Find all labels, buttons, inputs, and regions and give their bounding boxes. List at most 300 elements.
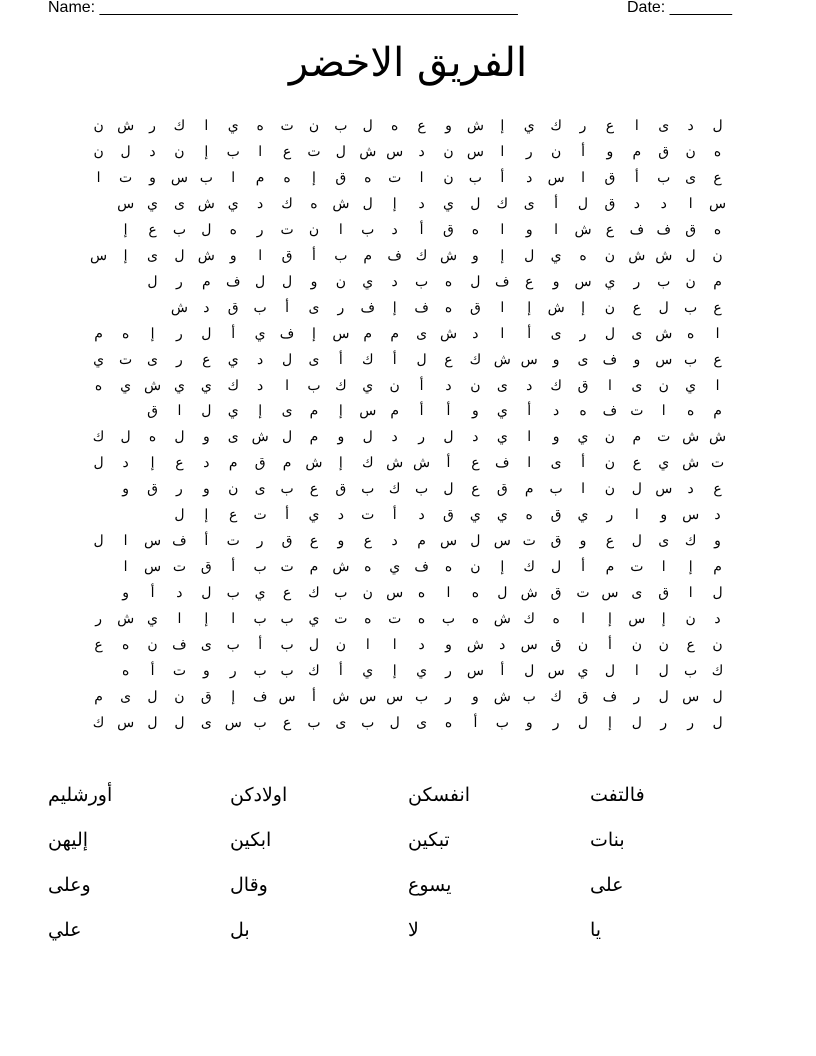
grid-letter[interactable]: ش — [439, 325, 458, 342]
grid-letter[interactable]: ا — [123, 559, 128, 576]
grid-letter[interactable]: ل — [308, 637, 320, 654]
grid-letter[interactable]: ى — [308, 351, 320, 368]
grid-letter[interactable]: ى — [173, 195, 185, 212]
grid-letter[interactable]: ت — [172, 559, 187, 576]
grid-letter[interactable]: ل — [362, 118, 373, 134]
grid-letter[interactable]: ش — [170, 299, 188, 316]
grid-letter[interactable]: ع — [686, 637, 695, 654]
grid-letter[interactable]: م — [713, 273, 722, 290]
grid-letter[interactable]: ش — [143, 377, 162, 394]
grid-letter[interactable]: إ — [392, 299, 397, 316]
grid-letter[interactable]: و — [337, 533, 345, 550]
grid-letter[interactable]: ل — [335, 143, 346, 160]
grid-letter[interactable]: س — [90, 247, 108, 264]
grid-letter[interactable]: ل — [551, 559, 562, 576]
grid-letter[interactable]: ب — [549, 481, 563, 498]
grid-letter[interactable]: و — [445, 118, 452, 134]
grid-letter[interactable]: س — [386, 585, 404, 602]
grid-letter[interactable]: ا — [500, 325, 505, 342]
grid-letter[interactable]: ب — [334, 118, 348, 134]
grid-letter[interactable]: س — [170, 169, 188, 186]
grid-letter[interactable]: ع — [175, 455, 184, 472]
grid-letter[interactable]: ب — [334, 247, 348, 264]
grid-letter[interactable]: إ — [527, 299, 532, 316]
grid-letter[interactable]: ل — [604, 663, 615, 680]
grid-letter[interactable]: ع — [713, 351, 722, 368]
grid-letter[interactable]: ه — [417, 611, 426, 628]
grid-letter[interactable]: ب — [280, 611, 294, 628]
grid-letter[interactable]: أ — [285, 299, 289, 316]
grid-letter[interactable]: ع — [471, 455, 480, 472]
grid-letter[interactable]: ع — [309, 481, 319, 498]
grid-letter[interactable]: ف — [495, 273, 510, 290]
grid-letter[interactable]: ع — [713, 169, 722, 186]
grid-letter[interactable]: س — [709, 195, 727, 212]
grid-letter[interactable]: و — [202, 663, 210, 680]
grid-letter[interactable]: ا — [554, 221, 559, 238]
grid-letter[interactable]: أ — [285, 507, 289, 524]
grid-letter[interactable]: ق — [658, 143, 670, 160]
grid-letter[interactable]: ل — [712, 714, 723, 731]
grid-letter[interactable]: ع — [605, 533, 615, 550]
grid-letter[interactable]: ل — [416, 351, 427, 368]
grid-letter[interactable]: ا — [527, 429, 532, 446]
grid-letter[interactable]: و — [310, 273, 318, 290]
grid-letter[interactable]: ا — [581, 481, 585, 498]
grid-letter[interactable]: ى — [200, 714, 212, 731]
grid-letter[interactable]: و — [579, 533, 587, 550]
grid-letter[interactable]: أ — [419, 221, 424, 238]
grid-letter[interactable]: ت — [361, 507, 375, 524]
grid-letter[interactable]: أ — [500, 663, 505, 680]
grid-letter[interactable]: ش — [655, 247, 673, 264]
grid-letter[interactable]: ه — [310, 195, 318, 212]
grid-letter[interactable]: ف — [495, 455, 510, 472]
grid-letter[interactable]: ا — [338, 221, 343, 238]
grid-letter[interactable]: ى — [577, 351, 589, 368]
grid-letter[interactable]: د — [391, 273, 398, 290]
grid-letter[interactable]: ت — [307, 143, 321, 160]
grid-letter[interactable]: و — [525, 221, 533, 238]
grid-letter[interactable]: د — [445, 377, 452, 394]
grid-letter[interactable]: س — [143, 533, 162, 550]
grid-letter[interactable]: ا — [177, 403, 182, 420]
grid-letter[interactable]: ع — [605, 221, 615, 238]
grid-letter[interactable]: ى — [281, 403, 293, 420]
grid-letter[interactable]: أ — [419, 377, 424, 394]
grid-letter[interactable]: ن — [685, 273, 696, 290]
grid-letter[interactable]: ل — [362, 429, 373, 446]
grid-letter[interactable]: ي — [308, 507, 320, 524]
grid-letter[interactable]: ف — [252, 688, 268, 705]
grid-letter[interactable]: ف — [602, 351, 618, 368]
grid-letter[interactable]: ر — [176, 325, 183, 342]
grid-letter[interactable]: س — [117, 195, 135, 212]
grid-letter[interactable]: س — [143, 559, 162, 576]
grid-letter[interactable]: ه — [444, 714, 453, 731]
grid-letter[interactable]: ق — [254, 455, 266, 472]
grid-letter[interactable]: ت — [280, 559, 294, 576]
grid-letter[interactable]: ت — [334, 611, 348, 628]
grid-letter[interactable]: ي — [469, 507, 481, 524]
grid-letter[interactable]: ن — [550, 143, 562, 160]
grid-letter[interactable]: ل — [120, 429, 131, 446]
grid-letter[interactable]: ك — [550, 377, 562, 394]
grid-letter[interactable]: ه — [283, 169, 291, 186]
grid-letter[interactable]: ل — [147, 688, 158, 705]
grid-letter[interactable]: ل — [631, 481, 642, 498]
grid-letter[interactable]: ن — [685, 143, 696, 160]
grid-letter[interactable]: ب — [334, 585, 348, 602]
grid-letter[interactable]: ى — [658, 533, 670, 550]
grid-letter[interactable]: ا — [715, 325, 720, 342]
grid-letter[interactable]: ه — [148, 429, 157, 446]
grid-letter[interactable]: ا — [258, 247, 263, 264]
grid-letter[interactable]: ل — [147, 714, 158, 731]
grid-letter[interactable]: ي — [93, 351, 105, 368]
grid-letter[interactable]: ن — [604, 481, 616, 498]
grid-letter[interactable]: ى — [523, 195, 535, 212]
grid-letter[interactable]: أ — [258, 637, 263, 654]
grid-letter[interactable]: ه — [579, 403, 587, 420]
grid-letter[interactable]: ا — [634, 507, 639, 524]
grid-letter[interactable]: د — [418, 195, 425, 212]
grid-letter[interactable]: س — [386, 688, 404, 705]
grid-letter[interactable]: ش — [493, 611, 511, 628]
grid-letter[interactable]: أ — [581, 455, 585, 472]
grid-letter[interactable]: إ — [392, 195, 397, 212]
grid-letter[interactable]: ت — [280, 221, 294, 238]
grid-letter[interactable]: ب — [199, 169, 213, 186]
grid-letter[interactable]: د — [633, 195, 640, 212]
grid-letter[interactable]: ي — [604, 273, 616, 290]
grid-letter[interactable]: س — [574, 273, 592, 290]
grid-letter[interactable]: و — [229, 247, 237, 264]
grid-letter[interactable]: إ — [500, 559, 505, 576]
grid-letter[interactable]: ش — [466, 118, 484, 134]
grid-letter[interactable]: ب — [684, 299, 698, 316]
grid-letter[interactable]: ا — [715, 377, 720, 394]
grid-letter[interactable]: ع — [713, 481, 722, 498]
grid-letter[interactable]: د — [687, 118, 694, 134]
grid-letter[interactable]: ل — [577, 714, 589, 731]
grid-letter[interactable]: أ — [634, 169, 639, 186]
grid-letter[interactable]: ش — [332, 559, 350, 576]
grid-letter[interactable]: أ — [312, 688, 316, 705]
grid-letter[interactable]: ر — [256, 221, 264, 238]
grid-letter[interactable]: ن — [470, 559, 481, 576]
grid-letter[interactable]: ي — [523, 118, 535, 134]
grid-letter[interactable]: ف — [225, 273, 241, 290]
grid-letter[interactable]: ل — [174, 507, 185, 524]
grid-letter[interactable]: ا — [392, 637, 397, 654]
grid-letter[interactable]: إ — [204, 507, 209, 524]
grid-letter[interactable]: و — [202, 429, 210, 446]
grid-letter[interactable]: ق — [604, 195, 616, 212]
grid-letter[interactable]: ك — [550, 688, 562, 705]
grid-letter[interactable]: ه — [686, 325, 695, 342]
grid-letter[interactable]: ق — [577, 688, 589, 705]
grid-letter[interactable]: ا — [500, 221, 505, 238]
grid-letter[interactable]: ف — [602, 403, 618, 420]
grid-letter[interactable]: ا — [500, 143, 505, 160]
grid-letter[interactable]: ك — [469, 351, 482, 368]
grid-letter[interactable]: ش — [332, 688, 350, 705]
grid-letter[interactable]: ع — [632, 455, 641, 472]
grid-letter[interactable]: ى — [308, 299, 320, 316]
grid-letter[interactable]: م — [255, 169, 265, 186]
grid-letter[interactable]: ت — [576, 585, 590, 602]
grid-letter[interactable]: ي — [577, 507, 589, 524]
grid-letter[interactable]: ه — [713, 221, 722, 238]
grid-letter[interactable]: ن — [443, 143, 454, 160]
grid-letter[interactable]: م — [363, 247, 373, 264]
grid-letter[interactable]: ب — [280, 481, 294, 498]
grid-letter[interactable]: ق — [281, 247, 293, 264]
grid-letter[interactable]: ك — [523, 611, 535, 628]
grid-letter[interactable]: ف — [629, 221, 645, 238]
grid-letter[interactable]: ى — [685, 169, 697, 186]
grid-letter[interactable]: ل — [93, 455, 104, 472]
grid-letter[interactable]: ن — [174, 688, 185, 705]
grid-letter[interactable]: أ — [419, 403, 424, 420]
grid-letter[interactable]: ر — [525, 143, 533, 160]
grid-letter[interactable]: ع — [282, 585, 292, 602]
grid-letter[interactable]: ب — [468, 169, 482, 186]
grid-letter[interactable]: ى — [550, 455, 562, 472]
grid-letter[interactable]: أ — [231, 559, 236, 576]
grid-letter[interactable]: ل — [362, 195, 373, 212]
grid-letter[interactable]: ل — [120, 143, 131, 160]
grid-letter[interactable]: و — [445, 637, 452, 654]
grid-letter[interactable]: و — [552, 273, 560, 290]
grid-letter[interactable]: ع — [444, 351, 453, 368]
grid-letter[interactable]: ي — [496, 429, 508, 446]
grid-letter[interactable]: أ — [338, 351, 343, 368]
grid-letter[interactable]: م — [632, 429, 642, 446]
grid-letter[interactable]: ه — [94, 377, 103, 394]
grid-letter[interactable]: إ — [231, 688, 236, 705]
grid-letter[interactable]: ا — [634, 663, 639, 680]
grid-letter[interactable]: م — [713, 559, 722, 576]
grid-letter[interactable]: ه — [579, 247, 587, 264]
grid-letter[interactable]: ش — [359, 143, 377, 160]
grid-letter[interactable]: د — [714, 611, 721, 628]
grid-letter[interactable]: إ — [204, 143, 209, 160]
grid-letter[interactable]: ل — [658, 299, 669, 316]
grid-letter[interactable]: ب — [414, 688, 429, 705]
grid-letter[interactable]: ي — [254, 325, 266, 342]
grid-letter[interactable]: ا — [96, 169, 101, 186]
grid-letter[interactable]: ر — [606, 507, 614, 524]
grid-letter[interactable]: ه — [121, 663, 130, 680]
grid-letter[interactable]: س — [682, 688, 700, 705]
grid-letter[interactable]: ي — [227, 351, 239, 368]
grid-letter[interactable]: ب — [253, 714, 267, 731]
grid-letter[interactable]: ع — [713, 299, 722, 316]
grid-letter[interactable]: ف — [387, 247, 402, 264]
grid-letter[interactable]: ق — [227, 299, 239, 316]
grid-letter[interactable]: س — [493, 533, 511, 550]
grid-letter[interactable]: ر — [552, 714, 560, 731]
grid-letter[interactable]: ي — [577, 429, 589, 446]
grid-letter[interactable]: س — [332, 325, 350, 342]
grid-letter[interactable]: س — [386, 143, 404, 160]
grid-letter[interactable]: ر — [579, 325, 587, 342]
grid-letter[interactable]: ى — [120, 688, 132, 705]
grid-letter[interactable]: ش — [709, 429, 727, 446]
grid-letter[interactable]: ق — [443, 221, 454, 238]
grid-letter[interactable]: ى — [496, 377, 508, 394]
grid-letter[interactable]: ل — [201, 403, 212, 420]
grid-letter[interactable]: ي — [362, 377, 374, 394]
grid-letter[interactable]: ت — [630, 403, 644, 420]
grid-letter[interactable]: ا — [365, 637, 370, 654]
grid-letter[interactable]: ه — [444, 273, 453, 290]
grid-letter[interactable]: و — [472, 247, 479, 264]
grid-letter[interactable]: ر — [337, 299, 345, 316]
grid-letter[interactable]: ر — [418, 429, 425, 446]
grid-letter[interactable]: ن — [712, 637, 723, 654]
grid-letter[interactable]: ر — [633, 273, 641, 290]
grid-letter[interactable]: إ — [607, 611, 612, 628]
grid-letter[interactable]: ي — [254, 585, 266, 602]
grid-letter[interactable]: ك — [173, 118, 186, 134]
grid-letter[interactable]: أ — [231, 325, 236, 342]
grid-letter[interactable]: ل — [524, 247, 535, 264]
grid-letter[interactable]: س — [601, 585, 619, 602]
grid-letter[interactable]: ا — [123, 533, 128, 550]
grid-letter[interactable]: و — [337, 429, 345, 446]
grid-letter[interactable]: ل — [147, 273, 158, 290]
grid-letter[interactable]: ا — [419, 169, 424, 186]
grid-letter[interactable]: ب — [441, 611, 456, 628]
grid-letter[interactable]: ا — [204, 118, 209, 134]
grid-letter[interactable]: ف — [360, 299, 376, 316]
grid-letter[interactable]: ق — [200, 688, 212, 705]
grid-letter[interactable]: ع — [282, 143, 292, 160]
grid-letter[interactable]: ل — [201, 325, 212, 342]
grid-letter[interactable]: ن — [389, 377, 400, 394]
grid-letter[interactable]: ر — [445, 663, 452, 680]
grid-letter[interactable]: ل — [281, 273, 293, 290]
grid-letter[interactable]: ف — [172, 637, 187, 654]
grid-letter[interactable]: ب — [253, 663, 267, 680]
grid-letter[interactable]: ه — [525, 507, 533, 524]
grid-letter[interactable]: ش — [466, 637, 484, 654]
grid-letter[interactable]: ا — [581, 611, 585, 628]
grid-letter[interactable]: ا — [688, 585, 693, 602]
grid-letter[interactable]: ن — [443, 169, 454, 186]
grid-letter[interactable]: س — [439, 533, 458, 550]
grid-letter[interactable]: ا — [231, 169, 236, 186]
grid-letter[interactable]: م — [94, 688, 103, 705]
grid-letter[interactable]: و — [552, 429, 560, 446]
grid-letter[interactable]: ل — [281, 429, 293, 446]
grid-letter[interactable]: س — [359, 688, 377, 705]
grid-letter[interactable]: أ — [527, 403, 532, 420]
grid-letter[interactable]: ي — [577, 663, 589, 680]
grid-letter[interactable]: إ — [150, 325, 155, 342]
grid-letter[interactable]: ى — [416, 714, 428, 731]
grid-letter[interactable]: ب — [253, 611, 267, 628]
grid-letter[interactable]: ش — [682, 429, 700, 446]
grid-letter[interactable]: ب — [657, 273, 671, 290]
grid-letter[interactable]: م — [309, 429, 319, 446]
grid-letter[interactable]: ب — [495, 714, 509, 731]
grid-letter[interactable]: ي — [362, 663, 374, 680]
grid-letter[interactable]: و — [660, 507, 668, 524]
grid-letter[interactable]: ع — [282, 714, 292, 731]
grid-letter[interactable]: ل — [712, 118, 723, 134]
grid-letter[interactable]: ى — [631, 325, 643, 342]
grid-letter[interactable]: ل — [470, 273, 481, 290]
grid-letter[interactable]: ه — [364, 559, 372, 576]
grid-letter[interactable]: إ — [338, 403, 343, 420]
grid-letter[interactable]: ي — [658, 455, 670, 472]
grid-letter[interactable]: د — [418, 507, 425, 524]
grid-letter[interactable]: ل — [712, 585, 723, 602]
grid-letter[interactable]: ف — [602, 688, 618, 705]
grid-letter[interactable]: د — [391, 533, 398, 550]
grid-letter[interactable]: أ — [607, 637, 612, 654]
grid-letter[interactable]: س — [682, 507, 700, 524]
grid-letter[interactable]: ش — [305, 455, 323, 472]
grid-letter[interactable]: ا — [607, 377, 612, 394]
grid-letter[interactable]: أ — [581, 143, 585, 160]
grid-letter[interactable]: أ — [338, 663, 343, 680]
grid-letter[interactable]: ر — [176, 481, 183, 498]
grid-letter[interactable]: إ — [500, 247, 505, 264]
grid-letter[interactable]: ع — [525, 273, 534, 290]
grid-letter[interactable]: د — [418, 637, 425, 654]
grid-letter[interactable]: ه — [444, 299, 453, 316]
grid-letter[interactable]: ش — [439, 247, 458, 264]
grid-letter[interactable]: ى — [631, 585, 643, 602]
grid-letter[interactable]: ب — [226, 637, 240, 654]
grid-letter[interactable]: ق — [443, 507, 454, 524]
grid-letter[interactable]: و — [633, 351, 641, 368]
grid-letter[interactable]: م — [417, 533, 426, 550]
grid-letter[interactable]: إ — [661, 611, 666, 628]
grid-letter[interactable]: ف — [414, 299, 429, 316]
grid-letter[interactable]: ب — [280, 663, 294, 680]
grid-letter[interactable]: ر — [229, 663, 237, 680]
grid-letter[interactable]: م — [309, 559, 319, 576]
grid-letter[interactable]: ب — [361, 481, 375, 498]
grid-letter[interactable]: ه — [417, 585, 426, 602]
grid-letter[interactable]: ب — [361, 714, 375, 731]
grid-letter[interactable]: ي — [362, 273, 374, 290]
grid-letter[interactable]: س — [520, 637, 538, 654]
grid-letter[interactable]: ب — [414, 273, 429, 290]
grid-letter[interactable]: ه — [364, 169, 372, 186]
grid-letter[interactable]: ي — [173, 377, 185, 394]
grid-letter[interactable]: ك — [711, 663, 724, 680]
grid-letter[interactable]: ل — [604, 325, 615, 342]
grid-letter[interactable]: د — [472, 429, 479, 446]
grid-letter[interactable]: د — [257, 195, 264, 212]
grid-letter[interactable]: ا — [661, 403, 666, 420]
grid-letter[interactable]: م — [94, 325, 103, 342]
grid-letter[interactable]: ت — [280, 118, 294, 134]
grid-letter[interactable]: ي — [308, 611, 320, 628]
grid-letter[interactable]: ت — [253, 507, 267, 524]
grid-letter[interactable]: ن — [228, 481, 239, 498]
grid-letter[interactable]: ب — [226, 585, 240, 602]
grid-letter[interactable]: ع — [471, 481, 480, 498]
grid-letter[interactable]: ه — [713, 143, 722, 160]
